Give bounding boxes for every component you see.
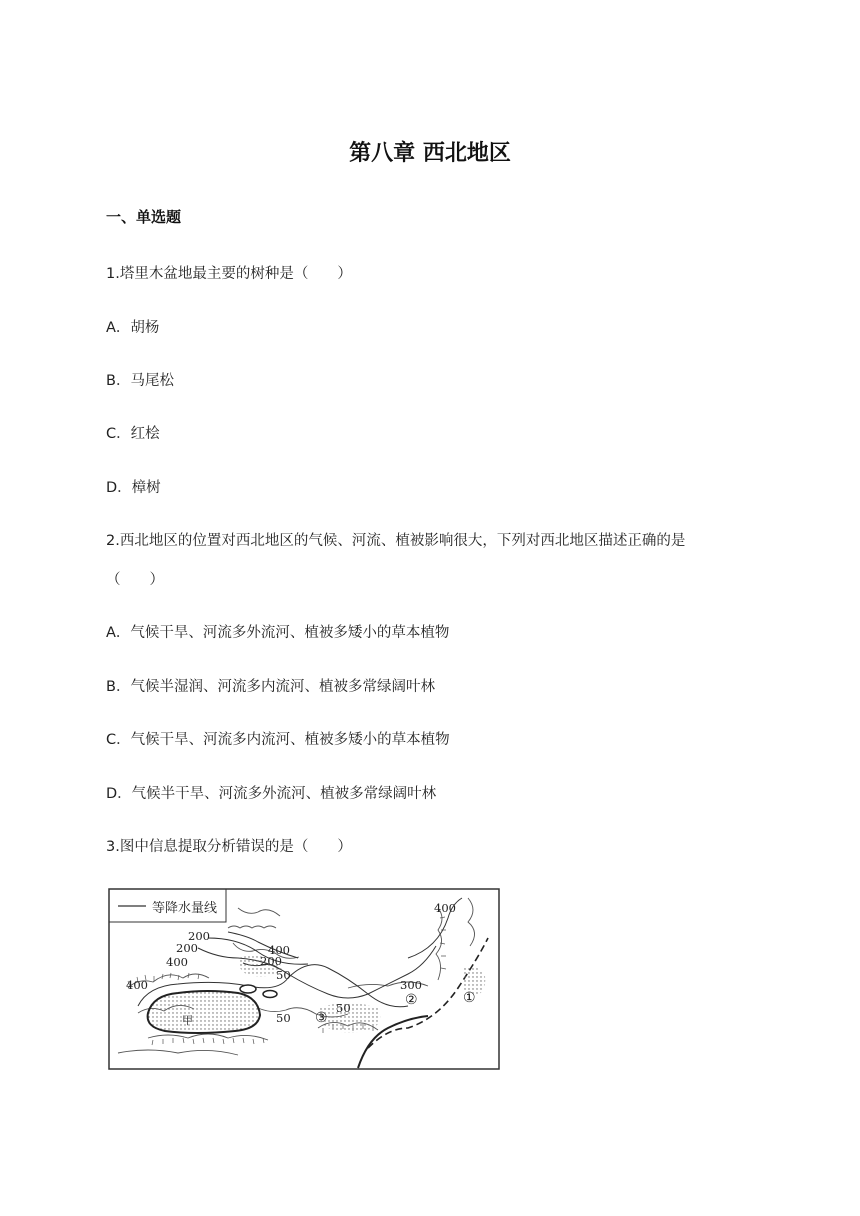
question-2-option-d: D．气候半干旱、河流多外流河、植被多常绿阔叶林 [106, 786, 437, 802]
map-label-circle-1: ① [463, 990, 476, 1006]
question-2-option-c: C．气候干旱、河流多内流河、植被多矮小的草本植物 [106, 732, 450, 748]
question-1-option-c: C．红桧 [106, 426, 160, 442]
map-label-jia: 甲 [182, 1014, 193, 1027]
map-label-circle-2: ② [405, 992, 418, 1008]
map-label-50-c: 50 [276, 1011, 291, 1025]
map-label-400-ne: 400 [434, 901, 456, 915]
section-heading: 一、单选题 [106, 208, 182, 226]
map-label-200-c: 200 [260, 954, 282, 968]
question-1-stem: 1.塔里木盆地最主要的树种是（ ） [106, 266, 352, 282]
map-label-200-b: 200 [176, 941, 198, 955]
map-label-50-a: 50 [276, 968, 291, 982]
question-1-option-b: B．马尾松 [106, 373, 174, 389]
question-1-option-a: A．胡杨 [106, 320, 160, 336]
map-label-300: 300 [400, 978, 422, 992]
map-label-50-b: 50 [336, 1001, 351, 1015]
question-2-stem-line1: 2.西北地区的位置对西北地区的气候、河流、植被影响很大，下列对西北地区描述正确的是 [106, 533, 686, 549]
question-3-stem: 3.图中信息提取分析错误的是（ ） [106, 839, 352, 855]
map-label-400-c: 400 [268, 943, 290, 957]
map-label-circle-3: ③ [315, 1010, 328, 1026]
legend-label: 等降水量线 [152, 901, 218, 916]
question-2-option-b: B．气候半湿润、河流多内流河、植被多常绿阔叶林 [106, 679, 435, 695]
question-2-stem-line2: （ ） [106, 572, 164, 588]
question-2-option-a: A．气候干旱、河流多外流河、植被多矮小的草本植物 [106, 625, 450, 641]
question-1-option-d: D．樟树 [106, 480, 161, 496]
map-label-400-w: 400 [166, 955, 188, 969]
map-label-400-sw: 400 [126, 978, 148, 992]
page-title: 第八章 西北地区 [349, 141, 511, 166]
precipitation-map [108, 888, 500, 1070]
map-label-200-a: 200 [188, 929, 210, 943]
